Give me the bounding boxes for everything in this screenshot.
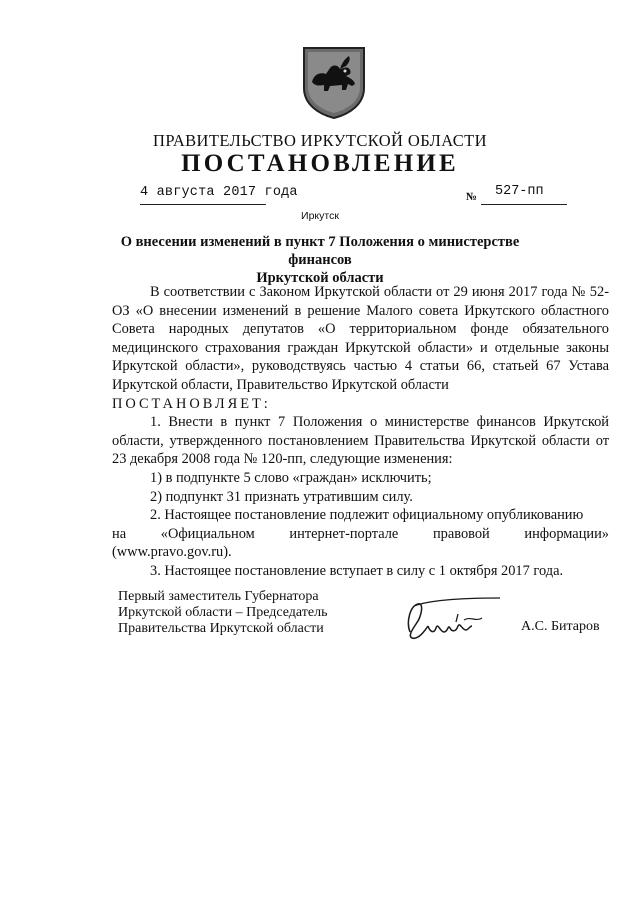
intro-paragraph: В соответствии с Законом Иркутской области от 29 июня 2017 года № 52-ОЗ «О внесении изменений в решение Малого совета Иркутского областного Совета народных депутатов «О территориальном фонде обязательного медицинского страхования граждан Иркутской области» и отдельные законы Иркутской области», руководствуясь частью 4 статьи 66, статьей 67 Устава Иркутской области, Правительство Иркутской области [112,284,609,393]
document-body [112,283,609,581]
signer-position [118,589,327,637]
title-line-2: Иркутской области [256,270,384,286]
number-underline [481,204,567,205]
document-title [100,233,540,287]
item-2-line-2: на «Официальном интернет-портале правовой информации» [112,525,609,542]
decree-word: ПОСТАНОВЛЯЕТ: [112,395,271,412]
document-type: ПОСТАНОВЛЕНИЕ [181,150,459,177]
item-2-line-1: 2. Настоящее постановление подлежит официальному опубликованию [150,507,584,524]
signer-line-3: Правительства Иркутской области [118,621,324,636]
document-number: 527-пп [495,184,544,199]
title-line-1: О внесении изменений в пункт 7 Положения о министерстве финансов [120,234,520,268]
signer-line-2: Иркутской области – Председатель [118,605,328,620]
item-3: 3. Настоящее постановление вступает в силу с 1 октября 2017 года. [150,562,564,579]
number-label: № [466,191,478,203]
item-1: 1. Внести в пункт 7 Положения о министерстве финансов Иркутской области, утвержденного постановлением Правительства Иркутской области от 23 декабря 2008 года № 120-пп, следующие изменения: [112,414,609,468]
document-date: 4 августа 2017 года [140,185,298,200]
city-name: Иркутск [301,210,339,222]
sub-item-1: 1) в подпункте 5 слово «граждан» исключить; [150,469,432,486]
signer-line-1: Первый заместитель Губернатора [118,589,319,604]
signer-name: А.С. Битаров [521,619,600,634]
government-name: ПРАВИТЕЛЬСТВО ИРКУТСКОЙ ОБЛАСТИ [153,131,487,150]
item-2-line-3: (www.pravo.gov.ru). [112,544,232,561]
date-underline [140,204,266,205]
handwritten-signature [400,592,520,652]
coat-of-arms-icon [300,44,368,120]
sub-item-2: 2) подпункт 31 признать утратившим силу. [150,488,413,505]
